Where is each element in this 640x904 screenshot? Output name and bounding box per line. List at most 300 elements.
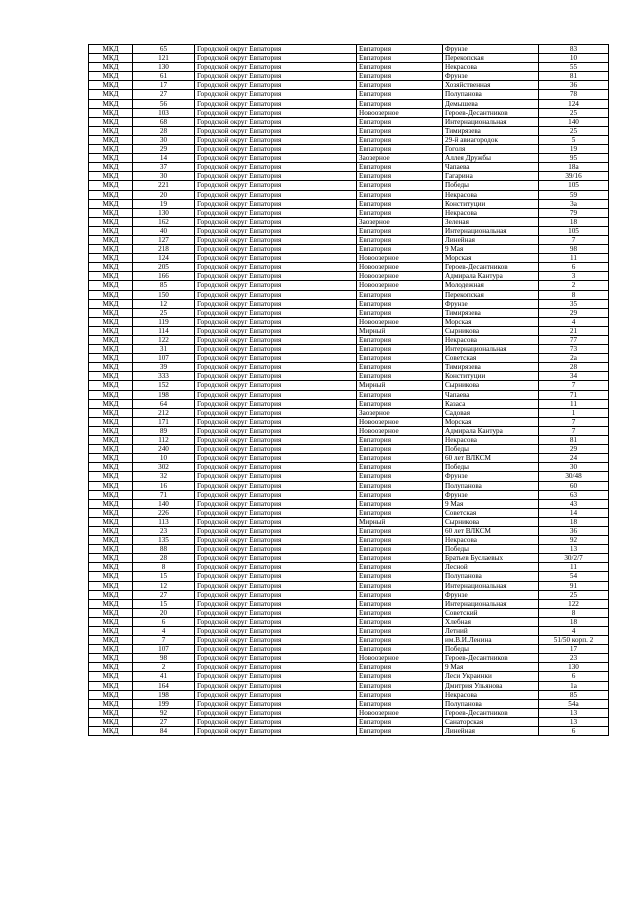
- street-cell: Санаторская: [443, 717, 539, 726]
- locality-cell: Заозерное: [357, 154, 443, 163]
- house-number-cell: 8: [539, 608, 609, 617]
- street-cell: Адмирала Кантура: [443, 426, 539, 435]
- house-number-cell: 2: [539, 281, 609, 290]
- locality-cell: Евпатория: [357, 308, 443, 317]
- street-cell: Дмитрия Ульянова: [443, 681, 539, 690]
- table-row: [89, 72, 609, 81]
- street-cell: Казаса: [443, 399, 539, 408]
- registry-number-cell: 12: [133, 581, 195, 590]
- locality-cell: Новоозерное: [357, 708, 443, 717]
- district-cell: Городской округ Евпатория: [195, 135, 357, 144]
- locality-cell: Евпатория: [357, 126, 443, 135]
- district-cell: Городской округ Евпатория: [195, 245, 357, 254]
- street-cell: Лесной: [443, 563, 539, 572]
- table-row: [89, 699, 609, 708]
- locality-cell: Евпатория: [357, 545, 443, 554]
- building-type-cell: МКД: [89, 354, 133, 363]
- registry-number-cell: 107: [133, 354, 195, 363]
- table-row: [89, 545, 609, 554]
- building-type-cell: МКД: [89, 708, 133, 717]
- district-cell: Городской округ Евпатория: [195, 126, 357, 135]
- house-number-cell: 21: [539, 326, 609, 335]
- building-type-cell: МКД: [89, 727, 133, 736]
- street-cell: Победы: [443, 545, 539, 554]
- house-number-cell: 30/2/7: [539, 554, 609, 563]
- registry-number-cell: 119: [133, 317, 195, 326]
- district-cell: Городской округ Евпатория: [195, 90, 357, 99]
- street-cell: Леси Украинки: [443, 672, 539, 681]
- district-cell: Городской округ Евпатория: [195, 445, 357, 454]
- building-type-cell: МКД: [89, 63, 133, 72]
- house-number-cell: 25: [539, 108, 609, 117]
- house-number-cell: 30: [539, 463, 609, 472]
- house-number-cell: 29: [539, 445, 609, 454]
- house-number-cell: 25: [539, 590, 609, 599]
- district-cell: Городской округ Евпатория: [195, 336, 357, 345]
- street-cell: Перекопская: [443, 290, 539, 299]
- house-number-cell: 81: [539, 436, 609, 445]
- locality-cell: Новоозерное: [357, 281, 443, 290]
- building-type-cell: МКД: [89, 636, 133, 645]
- locality-cell: Евпатория: [357, 463, 443, 472]
- table-row: [89, 217, 609, 226]
- table-row: [89, 299, 609, 308]
- table-row: [89, 263, 609, 272]
- street-cell: Гагарина: [443, 172, 539, 181]
- house-number-cell: 3: [539, 272, 609, 281]
- building-type-cell: МКД: [89, 226, 133, 235]
- registry-number-cell: 56: [133, 99, 195, 108]
- building-type-cell: МКД: [89, 90, 133, 99]
- district-cell: Городской округ Евпатория: [195, 545, 357, 554]
- house-number-cell: 105: [539, 226, 609, 235]
- building-type-cell: МКД: [89, 345, 133, 354]
- table-row: [89, 272, 609, 281]
- locality-cell: Евпатория: [357, 508, 443, 517]
- house-number-cell: 24: [539, 454, 609, 463]
- building-type-cell: МКД: [89, 481, 133, 490]
- registry-number-cell: 130: [133, 208, 195, 217]
- registry-number-cell: 98: [133, 654, 195, 663]
- locality-cell: Евпатория: [357, 617, 443, 626]
- registry-number-cell: 2: [133, 663, 195, 672]
- locality-cell: Евпатория: [357, 290, 443, 299]
- locality-cell: Евпатория: [357, 699, 443, 708]
- house-number-cell: 13: [539, 545, 609, 554]
- street-cell: Полупанова: [443, 90, 539, 99]
- building-type-cell: МКД: [89, 254, 133, 263]
- street-cell: Победы: [443, 645, 539, 654]
- building-type-cell: МКД: [89, 572, 133, 581]
- locality-cell: Мирный: [357, 381, 443, 390]
- registry-number-cell: 127: [133, 235, 195, 244]
- district-cell: Городской округ Евпатория: [195, 172, 357, 181]
- house-number-cell: 83: [539, 45, 609, 54]
- street-cell: Садовая: [443, 408, 539, 417]
- street-cell: Морская: [443, 417, 539, 426]
- locality-cell: Евпатория: [357, 399, 443, 408]
- table-row: [89, 54, 609, 63]
- locality-cell: Заозерное: [357, 217, 443, 226]
- registry-number-cell: 152: [133, 381, 195, 390]
- table-row: [89, 117, 609, 126]
- street-cell: Фрунзе: [443, 472, 539, 481]
- building-type-cell: МКД: [89, 163, 133, 172]
- house-number-cell: 122: [539, 599, 609, 608]
- district-cell: Городской округ Евпатория: [195, 717, 357, 726]
- house-number-cell: 19: [539, 145, 609, 154]
- house-number-cell: 63: [539, 490, 609, 499]
- table-row: [89, 135, 609, 144]
- house-number-cell: 36: [539, 81, 609, 90]
- street-cell: Советский: [443, 608, 539, 617]
- street-cell: Молодежная: [443, 281, 539, 290]
- locality-cell: Евпатория: [357, 226, 443, 235]
- street-cell: Героев-Десантников: [443, 708, 539, 717]
- locality-cell: Евпатория: [357, 245, 443, 254]
- district-cell: Городской округ Евпатория: [195, 572, 357, 581]
- registry-number-cell: 29: [133, 145, 195, 154]
- street-cell: Полупанова: [443, 699, 539, 708]
- registry-number-cell: 166: [133, 272, 195, 281]
- table-row: [89, 126, 609, 135]
- table-row: [89, 326, 609, 335]
- house-number-cell: 54а: [539, 699, 609, 708]
- street-cell: Интернациональная: [443, 117, 539, 126]
- district-cell: Городской округ Евпатория: [195, 81, 357, 90]
- locality-cell: Новоозерное: [357, 417, 443, 426]
- building-type-cell: МКД: [89, 363, 133, 372]
- table-row: [89, 381, 609, 390]
- table-row: [89, 436, 609, 445]
- district-cell: Городской округ Евпатория: [195, 217, 357, 226]
- building-type-cell: МКД: [89, 154, 133, 163]
- locality-cell: Евпатория: [357, 81, 443, 90]
- registry-number-cell: 164: [133, 681, 195, 690]
- building-type-cell: МКД: [89, 145, 133, 154]
- house-number-cell: 23: [539, 654, 609, 663]
- table-row: [89, 445, 609, 454]
- registry-number-cell: 68: [133, 117, 195, 126]
- street-cell: Сырникова: [443, 517, 539, 526]
- house-number-cell: 79: [539, 208, 609, 217]
- house-number-cell: 13: [539, 717, 609, 726]
- locality-cell: Мирный: [357, 326, 443, 335]
- house-number-cell: 10: [539, 54, 609, 63]
- building-type-cell: МКД: [89, 135, 133, 144]
- registry-number-cell: 150: [133, 290, 195, 299]
- registry-number-cell: 17: [133, 81, 195, 90]
- building-type-cell: МКД: [89, 235, 133, 244]
- street-cell: Тимирязева: [443, 363, 539, 372]
- district-cell: Городской округ Евпатория: [195, 199, 357, 208]
- district-cell: Городской округ Евпатория: [195, 581, 357, 590]
- street-cell: 60 лет ВЛКСМ: [443, 526, 539, 535]
- registry-number-cell: 37: [133, 163, 195, 172]
- registry-number-cell: 113: [133, 517, 195, 526]
- street-cell: Некрасова: [443, 208, 539, 217]
- locality-cell: Евпатория: [357, 563, 443, 572]
- district-cell: Городской округ Евпатория: [195, 235, 357, 244]
- house-number-cell: 7: [539, 426, 609, 435]
- house-number-cell: 3а: [539, 199, 609, 208]
- house-number-cell: 18а: [539, 163, 609, 172]
- house-number-cell: 6: [539, 672, 609, 681]
- locality-cell: Евпатория: [357, 336, 443, 345]
- locality-cell: Евпатория: [357, 63, 443, 72]
- building-type-cell: МКД: [89, 463, 133, 472]
- street-cell: Героев-Десантников: [443, 263, 539, 272]
- locality-cell: Евпатория: [357, 472, 443, 481]
- building-type-cell: МКД: [89, 699, 133, 708]
- district-cell: Городской округ Евпатория: [195, 272, 357, 281]
- street-cell: Чапаева: [443, 390, 539, 399]
- street-cell: Интернациональная: [443, 226, 539, 235]
- building-type-cell: МКД: [89, 372, 133, 381]
- house-number-cell: 6: [539, 727, 609, 736]
- district-cell: Городской округ Евпатория: [195, 163, 357, 172]
- table-row: [89, 417, 609, 426]
- registry-number-cell: 85: [133, 281, 195, 290]
- house-number-cell: 92: [539, 536, 609, 545]
- house-number-cell: 98: [539, 245, 609, 254]
- street-cell: Некрасова: [443, 690, 539, 699]
- building-type-cell: МКД: [89, 308, 133, 317]
- street-cell: Морская: [443, 317, 539, 326]
- registry-number-cell: 40: [133, 226, 195, 235]
- table-row: [89, 63, 609, 72]
- registry-number-cell: 88: [133, 545, 195, 554]
- house-number-cell: 81: [539, 72, 609, 81]
- registry-number-cell: 23: [133, 526, 195, 535]
- house-number-cell: 73: [539, 345, 609, 354]
- table-row: [89, 727, 609, 736]
- locality-cell: Евпатория: [357, 117, 443, 126]
- house-number-cell: 11: [539, 563, 609, 572]
- building-type-cell: МКД: [89, 399, 133, 408]
- street-cell: 29-й авиагородок: [443, 135, 539, 144]
- table-row: [89, 563, 609, 572]
- table-row: [89, 354, 609, 363]
- building-type-cell: МКД: [89, 508, 133, 517]
- table-row: [89, 490, 609, 499]
- street-cell: Адмирала Кантура: [443, 272, 539, 281]
- house-number-cell: 11: [539, 254, 609, 263]
- street-cell: Аллея Дружбы: [443, 154, 539, 163]
- registry-number-cell: 114: [133, 326, 195, 335]
- district-cell: Городской округ Евпатория: [195, 654, 357, 663]
- street-cell: Тимирязева: [443, 308, 539, 317]
- house-number-cell: 77: [539, 336, 609, 345]
- housing-registry-table: [88, 44, 609, 736]
- district-cell: Городской округ Евпатория: [195, 590, 357, 599]
- building-type-cell: МКД: [89, 336, 133, 345]
- table-row: [89, 45, 609, 54]
- registry-number-cell: 112: [133, 436, 195, 445]
- locality-cell: Евпатория: [357, 181, 443, 190]
- table-row: [89, 163, 609, 172]
- registry-number-cell: 64: [133, 399, 195, 408]
- street-cell: Демышева: [443, 99, 539, 108]
- district-cell: Городской округ Евпатория: [195, 608, 357, 617]
- locality-cell: Мирный: [357, 517, 443, 526]
- table-row: [89, 408, 609, 417]
- building-type-cell: МКД: [89, 563, 133, 572]
- registry-number-cell: 20: [133, 190, 195, 199]
- locality-cell: Новоозерное: [357, 317, 443, 326]
- registry-number-cell: 121: [133, 54, 195, 63]
- building-type-cell: МКД: [89, 554, 133, 563]
- house-number-cell: 43: [539, 499, 609, 508]
- registry-number-cell: 205: [133, 263, 195, 272]
- district-cell: Городской округ Евпатория: [195, 599, 357, 608]
- registry-number-cell: 302: [133, 463, 195, 472]
- building-type-cell: МКД: [89, 517, 133, 526]
- building-type-cell: МКД: [89, 599, 133, 608]
- street-cell: Конституции: [443, 372, 539, 381]
- house-number-cell: 25: [539, 126, 609, 135]
- building-type-cell: МКД: [89, 263, 133, 272]
- house-number-cell: 5: [539, 135, 609, 144]
- locality-cell: Евпатория: [357, 190, 443, 199]
- table-row: [89, 472, 609, 481]
- street-cell: Победы: [443, 463, 539, 472]
- locality-cell: Новоозерное: [357, 108, 443, 117]
- street-cell: Интернациональная: [443, 599, 539, 608]
- table-row: [89, 708, 609, 717]
- table-row: [89, 536, 609, 545]
- registry-number-cell: 226: [133, 508, 195, 517]
- street-cell: Героев-Десантников: [443, 108, 539, 117]
- district-cell: Городской округ Евпатория: [195, 436, 357, 445]
- table-row: [89, 336, 609, 345]
- district-cell: Городской округ Евпатория: [195, 481, 357, 490]
- street-cell: Хозяйственная: [443, 81, 539, 90]
- street-cell: Гоголя: [443, 145, 539, 154]
- locality-cell: Евпатория: [357, 490, 443, 499]
- building-type-cell: МКД: [89, 627, 133, 636]
- table-row: [89, 345, 609, 354]
- table-row: [89, 172, 609, 181]
- district-cell: Городской округ Евпатория: [195, 554, 357, 563]
- house-number-cell: 30/48: [539, 472, 609, 481]
- registry-number-cell: 130: [133, 63, 195, 72]
- table-row: [89, 481, 609, 490]
- registry-number-cell: 25: [133, 308, 195, 317]
- house-number-cell: 1а: [539, 681, 609, 690]
- building-type-cell: МКД: [89, 590, 133, 599]
- district-cell: Городской округ Евпатория: [195, 281, 357, 290]
- district-cell: Городской округ Евпатория: [195, 563, 357, 572]
- table-row: [89, 245, 609, 254]
- building-type-cell: МКД: [89, 536, 133, 545]
- street-cell: Зеленая: [443, 217, 539, 226]
- locality-cell: Евпатория: [357, 599, 443, 608]
- table-row: [89, 608, 609, 617]
- house-number-cell: 130: [539, 663, 609, 672]
- table-row: [89, 145, 609, 154]
- building-type-cell: МКД: [89, 499, 133, 508]
- building-type-cell: МКД: [89, 681, 133, 690]
- building-type-cell: МКД: [89, 326, 133, 335]
- locality-cell: Новоозерное: [357, 272, 443, 281]
- house-number-cell: 51/50 корп. 2: [539, 636, 609, 645]
- district-cell: Городской округ Евпатория: [195, 508, 357, 517]
- building-type-cell: МКД: [89, 472, 133, 481]
- registry-number-cell: 212: [133, 408, 195, 417]
- building-type-cell: МКД: [89, 299, 133, 308]
- registry-number-cell: 32: [133, 472, 195, 481]
- district-cell: Городской округ Евпатория: [195, 490, 357, 499]
- district-cell: Городской округ Евпатория: [195, 636, 357, 645]
- table-row: [89, 317, 609, 326]
- district-cell: Городской округ Евпатория: [195, 627, 357, 636]
- district-cell: Городской округ Евпатория: [195, 617, 357, 626]
- house-number-cell: 17: [539, 645, 609, 654]
- house-number-cell: 18: [539, 517, 609, 526]
- street-cell: Линейная: [443, 235, 539, 244]
- table-row: [89, 254, 609, 263]
- registry-number-cell: 30: [133, 172, 195, 181]
- table-row: [89, 199, 609, 208]
- building-type-cell: МКД: [89, 181, 133, 190]
- locality-cell: Евпатория: [357, 681, 443, 690]
- registry-number-cell: 8: [133, 563, 195, 572]
- street-cell: им.В.И.Ленина: [443, 636, 539, 645]
- table-row: [89, 190, 609, 199]
- street-cell: Тимирязева: [443, 126, 539, 135]
- locality-cell: Евпатория: [357, 135, 443, 144]
- street-cell: Братьев Буслаевых: [443, 554, 539, 563]
- building-type-cell: МКД: [89, 436, 133, 445]
- registry-number-cell: 16: [133, 481, 195, 490]
- street-cell: Интернациональная: [443, 581, 539, 590]
- district-cell: Городской округ Евпатория: [195, 472, 357, 481]
- table-row: [89, 290, 609, 299]
- building-type-cell: МКД: [89, 617, 133, 626]
- building-type-cell: МКД: [89, 545, 133, 554]
- house-number-cell: 11: [539, 399, 609, 408]
- district-cell: Городской округ Евпатория: [195, 690, 357, 699]
- building-type-cell: МКД: [89, 645, 133, 654]
- district-cell: Городской округ Евпатория: [195, 226, 357, 235]
- house-number-cell: 95: [539, 154, 609, 163]
- locality-cell: Евпатория: [357, 636, 443, 645]
- district-cell: Городской округ Евпатория: [195, 154, 357, 163]
- house-number-cell: 59: [539, 190, 609, 199]
- table-row: [89, 517, 609, 526]
- district-cell: Городской округ Евпатория: [195, 299, 357, 308]
- registry-number-cell: 103: [133, 108, 195, 117]
- street-cell: Фрунзе: [443, 590, 539, 599]
- building-type-cell: МКД: [89, 190, 133, 199]
- registry-number-cell: 122: [133, 336, 195, 345]
- locality-cell: Евпатория: [357, 690, 443, 699]
- locality-cell: Евпатория: [357, 526, 443, 535]
- locality-cell: Евпатория: [357, 390, 443, 399]
- table-row: [89, 281, 609, 290]
- street-cell: Морская: [443, 254, 539, 263]
- registry-number-cell: 10: [133, 454, 195, 463]
- table-row: [89, 90, 609, 99]
- district-cell: Городской округ Евпатория: [195, 254, 357, 263]
- building-type-cell: МКД: [89, 81, 133, 90]
- street-cell: Некрасова: [443, 190, 539, 199]
- house-number-cell: 4: [539, 627, 609, 636]
- building-type-cell: МКД: [89, 54, 133, 63]
- street-cell: Некрасова: [443, 63, 539, 72]
- street-cell: Хлебная: [443, 617, 539, 626]
